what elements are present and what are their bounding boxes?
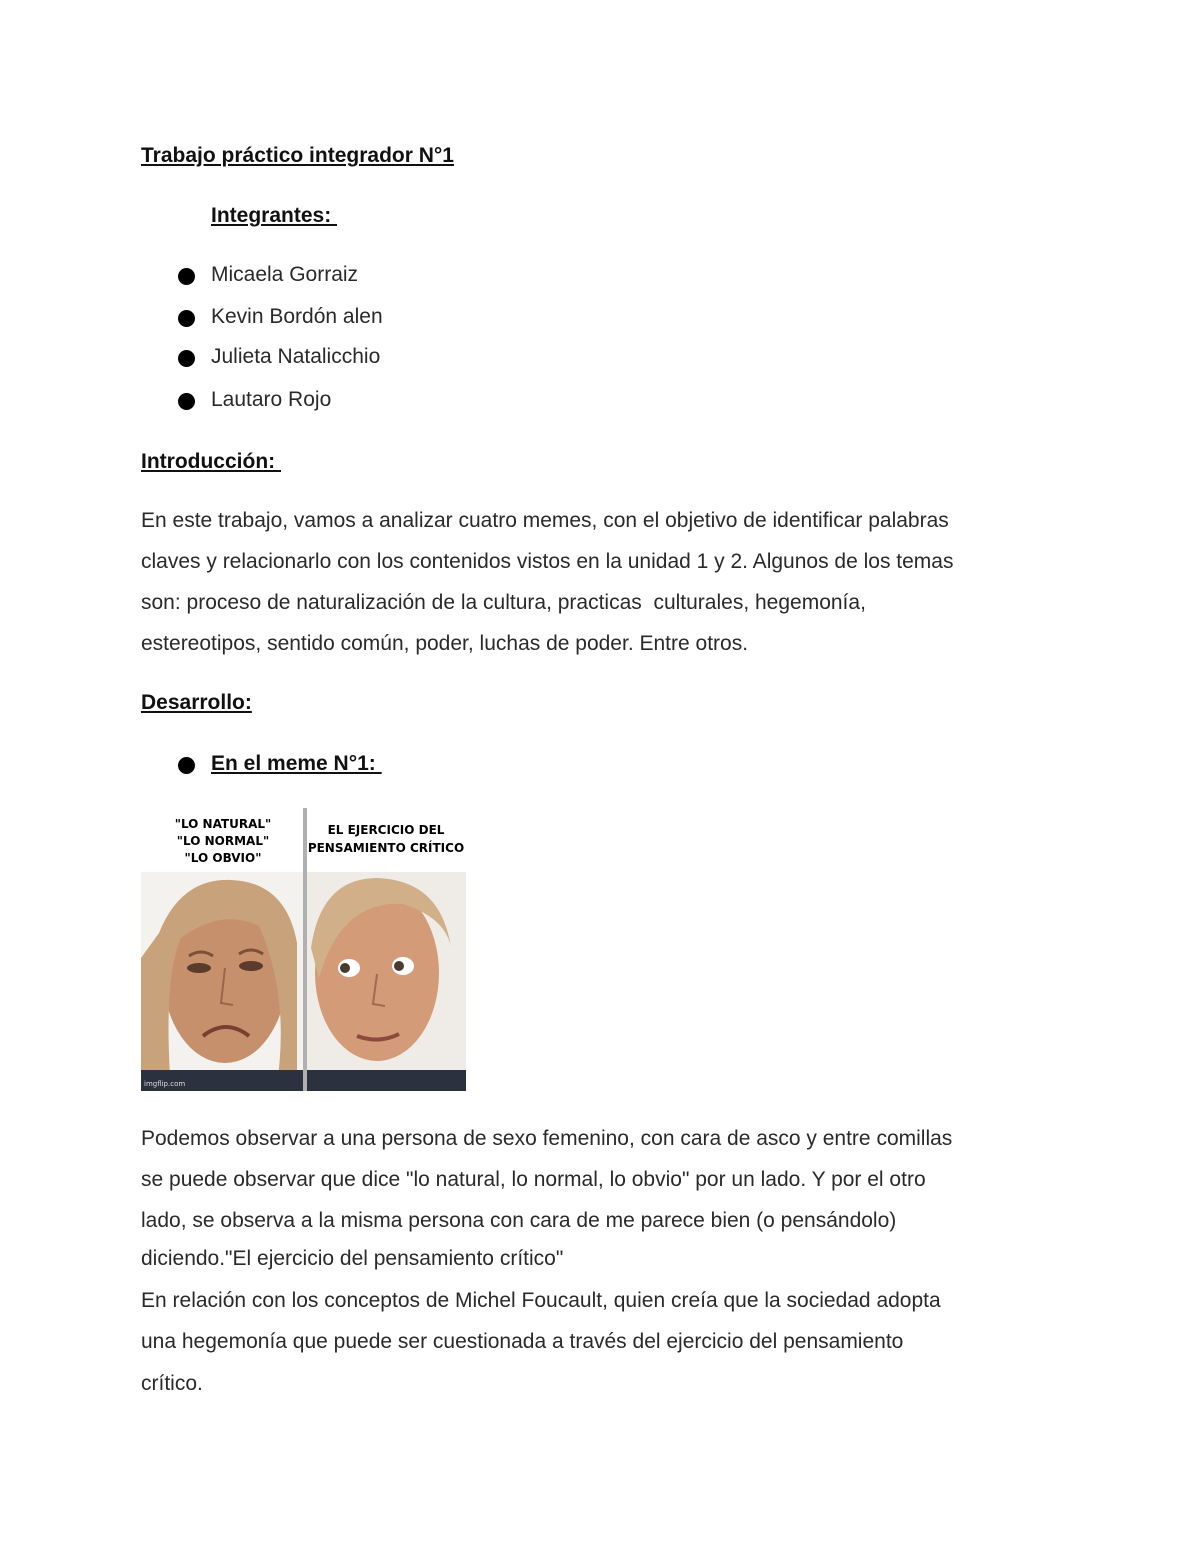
development-line: crítico. [141, 1372, 203, 1395]
meme-right-caption-2: PENSAMIENTO CRÍTICO [307, 841, 465, 855]
meme-left-caption-2: "LO NORMAL" [176, 834, 270, 848]
bullet-icon [178, 757, 195, 774]
development-line: lado, se observa a la misma persona con cara de me parece bien (o pensándolo) [141, 1209, 897, 1232]
bullet-icon [178, 268, 195, 285]
introduction-line: estereotipos, sentido común, poder, luchas de poder. Entre otros. [141, 632, 749, 655]
introduction-line: claves y relacionarlo con los contenidos vistos en la unidad 1 y 2. Algunos de los temas [141, 550, 954, 573]
meme-watermark: imgflip.com [144, 1080, 186, 1088]
member-item: Kevin Bordón alen [211, 305, 383, 328]
members-heading: Integrantes: [211, 204, 338, 227]
development-line: se puede observar que dice "lo natural, lo normal, lo obvio" por un lado. Y por el otro [141, 1168, 926, 1191]
member-item: Julieta Natalicchio [211, 345, 381, 368]
introduction-line: son: proceso de naturalización de la cultura, practicas culturales, hegemonía, [141, 591, 866, 614]
bullet-icon [178, 350, 195, 367]
meme-right-caption-1: EL EJERCICIO DEL [327, 823, 445, 837]
meme1-heading: En el meme N°1: [211, 752, 382, 775]
introduction-heading: Introducción: [141, 450, 281, 473]
member-item: Micaela Gorraiz [211, 263, 359, 286]
meme-left-caption-3: "LO OBVIO" [184, 851, 262, 865]
member-item: Lautaro Rojo [211, 388, 332, 411]
development-line: En relación con los conceptos de Michel Foucault, quien creía que la sociedad adopta [141, 1289, 941, 1312]
development-line: Podemos observar a una persona de sexo femenino, con cara de asco y entre comillas [141, 1127, 953, 1150]
development-line: diciendo."El ejercicio del pensamiento crítico" [141, 1247, 564, 1270]
bullet-icon [178, 310, 195, 327]
development-line: una hegemonía que puede ser cuestionada a través del ejercicio del pensamiento [141, 1330, 904, 1353]
meme-left-caption-1: "LO NATURAL" [174, 817, 272, 831]
introduction-line: En este trabajo, vamos a analizar cuatro memes, con el objetivo de identificar palabras [141, 509, 949, 532]
bullet-icon [178, 393, 195, 410]
document-title: Trabajo práctico integrador N°1 [141, 144, 454, 167]
meme-image [141, 808, 466, 1091]
development-heading: Desarrollo: [141, 691, 252, 714]
